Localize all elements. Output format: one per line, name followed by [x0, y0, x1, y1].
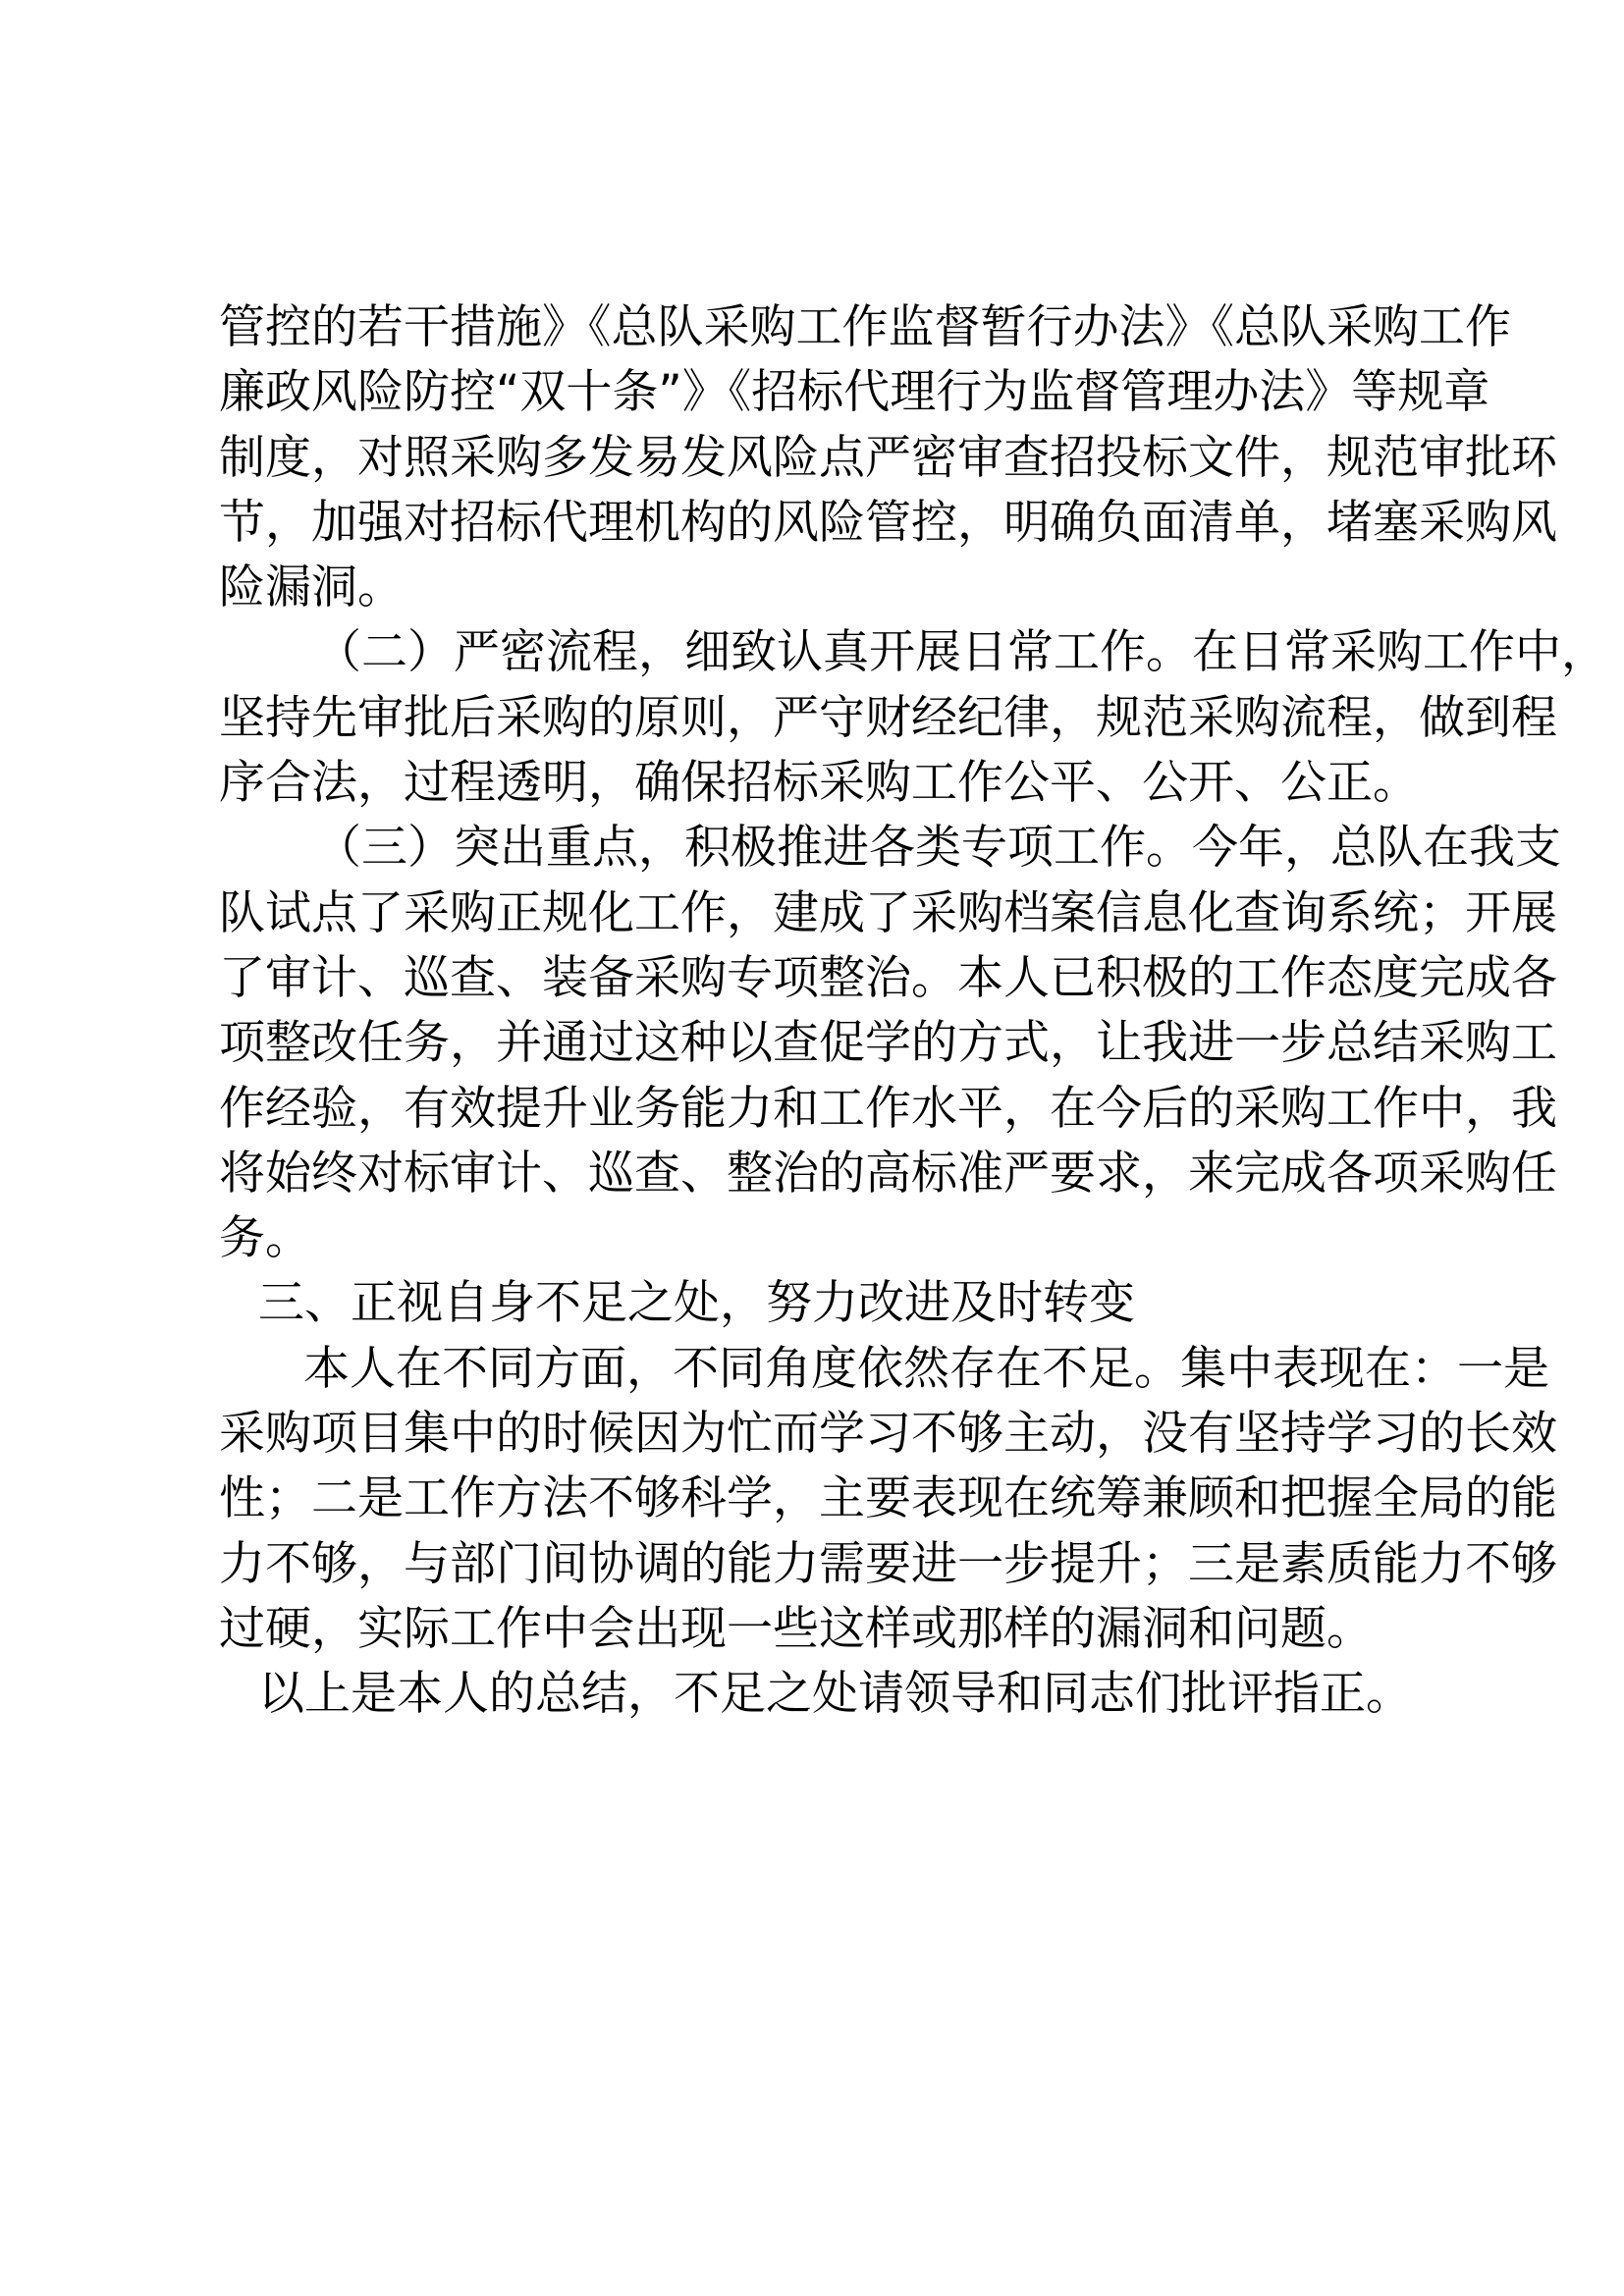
paragraph-section-2: [219, 620, 1607, 816]
text-line: 了审计、巡查、装备采购专项整治。本人已积极的工作态度完成各: [219, 950, 1557, 1005]
heading-line: 三、正视自身不足之处，努力改进及时转变: [258, 1276, 1135, 1331]
text-line: 廉政风险防控“双十条”》《招标代理行为监督管理办法》等规章: [219, 365, 1490, 420]
text-line: 过硬，实际工作中会出现一些这样或那样的漏洞和问题。: [219, 1601, 1373, 1656]
text-line: 险漏洞。: [219, 561, 404, 615]
text-line: 制度，对照采购多发易发风险点严密审查招投标文件，规范审批环: [219, 430, 1557, 485]
text-line: 序合法，过程透明，确保招标采购工作公平、公开、公正。: [219, 756, 1419, 811]
text-line: 队试点了采购正规化工作，建成了采购档案信息化查询系统；开展: [219, 885, 1557, 940]
text-line: 本人在不同方面，不同角度依然存在不足。集中表现在：一是: [303, 1341, 1549, 1396]
text-line: 采购项目集中的时候因为忙而学习不够主动，没有坚持学习的长效: [219, 1407, 1557, 1462]
paragraph-regulations: [219, 295, 1557, 620]
paragraph-closing: [219, 1662, 1425, 1727]
text-line: 节，加强对招标代理机构的风险管控，明确负面清单，堵塞采购风: [219, 495, 1557, 550]
text-line: 力不够，与部门间协调的能力需要进一步提升；三是素质能力不够: [219, 1536, 1557, 1591]
text-line: 将始终对标审计、巡查、整治的高标准严要求，来完成各项采购任: [219, 1146, 1557, 1201]
text-line: 性；二是工作方法不够科学，主要表现在统筹兼顾和把握全局的能: [219, 1471, 1557, 1526]
text-line: （二）严密流程，细致认真开展日常工作。在日常采购工作中，: [315, 625, 1607, 680]
paragraph-shortcomings: [219, 1337, 1557, 1662]
paragraph-section-3: [219, 816, 1561, 1271]
section-heading-3: [219, 1271, 1425, 1336]
text-line: 项整改任务，并通过这种以查促学的方式，让我进一步总结采购工: [219, 1016, 1557, 1071]
document-page: [219, 295, 1607, 1728]
text-line: 坚持先审批后采购的原则，严守财经纪律，规范采购流程，做到程: [219, 690, 1557, 745]
text-line: （三）突出重点，积极推进各类专项工作。今年，总队在我支: [315, 821, 1561, 876]
text-line: 以上是本人的总结，不足之处请领导和同志们批评指正。: [258, 1667, 1412, 1722]
text-line: 务。: [219, 1211, 311, 1266]
text-line: 管控的若干措施》《总队采购工作监督暂行办法》《总队采购工作: [219, 300, 1511, 354]
text-line: 作经验，有效提升业务能力和工作水平，在今后的采购工作中，我: [219, 1081, 1557, 1136]
